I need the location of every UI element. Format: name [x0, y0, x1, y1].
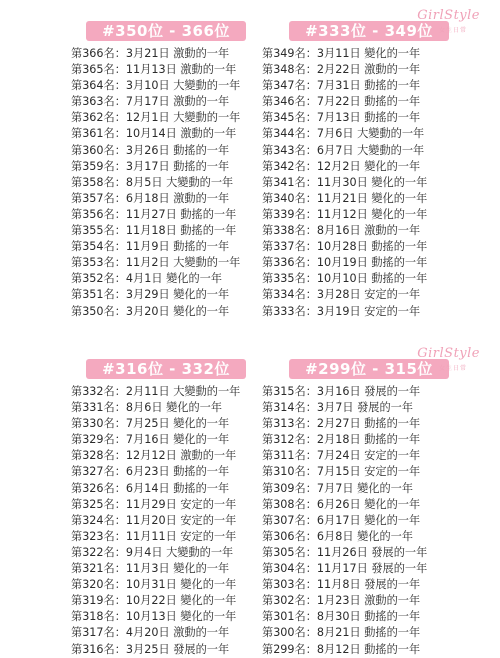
ranking-row: 第309名：7月7日 變化的一年	[262, 481, 414, 495]
ranking-row: 第307名：6月17日 變化的一年	[262, 513, 421, 527]
girlstyle-logo: GirlStyle	[417, 8, 480, 23]
ranking-row: 第335名：10月10日 動搖的一年	[262, 272, 428, 286]
ranking-row: 第352名：4月1日 變化的一年	[71, 272, 223, 286]
ranking-row: 第325名：11月29日 安定的一年	[71, 497, 237, 511]
ranking-row: 第337名：10月28日 動搖的一年	[262, 240, 428, 254]
ranking-row: 第333名：3月19日 安定的一年	[262, 304, 421, 318]
ranking-row: 第319名：10月22日 變化的一年	[71, 594, 237, 608]
ranking-row: 第315名：3月16日 發展的一年	[262, 385, 421, 398]
ranking-row: 第360名：3月26日 動搖的一年	[71, 143, 230, 157]
ranking-list-350-366	[71, 46, 240, 320]
ranking-row: 第336名：10月19日 動搖的一年	[262, 256, 428, 270]
ranking-row: 第329名：7月16日 變化的一年	[71, 433, 230, 447]
ranking-row: 第353名：11月2日 大變動的一年	[71, 256, 241, 270]
girlstyle-logo-subtitle: 女生日常	[438, 365, 467, 372]
ranking-section-top	[0, 0, 500, 320]
ranking-row: 第346名：7月22日 動搖的一年	[262, 95, 421, 109]
section-title-299-315: #299位 - 315位	[289, 359, 449, 379]
ranking-row: 第304名：11月17日 發展的一年	[262, 562, 428, 576]
ranking-section-bottom	[0, 338, 500, 654]
ranking-row: 第355名：11月18日 動搖的一年	[71, 224, 237, 238]
ranking-row: 第342名：12月2日 變化的一年	[262, 159, 421, 173]
ranking-row: 第356名：11月27日 動搖的一年	[71, 207, 237, 221]
ranking-row: 第311名：7月24日 安定的一年	[262, 449, 421, 463]
ranking-list-299-315	[262, 384, 427, 658]
ranking-row: 第362名：12月1日 大變動的一年	[71, 111, 241, 125]
ranking-row: 第340名：11月21日 變化的一年	[262, 191, 428, 205]
section-title-316-332: #316位 - 332位	[86, 359, 246, 379]
ranking-row: 第313名：2月27日 動搖的一年	[262, 417, 421, 431]
ranking-row: 第312名：2月18日 動搖的一年	[262, 433, 421, 447]
ranking-row: 第301名：8月30日 動搖的一年	[262, 610, 421, 624]
ranking-row: 第351名：3月29日 變化的一年	[71, 288, 230, 302]
section-title-350-366: #350位 - 366位	[86, 21, 246, 41]
ranking-row: 第305名：11月26日 發展的一年	[262, 545, 428, 559]
ranking-row: 第317名：4月20日 激動的一年	[71, 626, 230, 640]
ranking-row: 第300名：8月21日 動搖的一年	[262, 626, 421, 640]
ranking-row: 第328名：12月12日 激動的一年	[71, 449, 237, 463]
ranking-row: 第322名：9月4日 大變動的一年	[71, 545, 234, 559]
ranking-row: 第303名：11月8日 發展的一年	[262, 578, 421, 592]
ranking-row: 第349名：3月11日 變化的一年	[262, 47, 421, 60]
ranking-row: 第334名：3月28日 安定的一年	[262, 288, 421, 302]
ranking-row: 第331名：8月6日 變化的一年	[71, 401, 223, 415]
ranking-row: 第341名：11月30日 變化的一年	[262, 175, 428, 189]
ranking-row: 第343名：6月7日 大變動的一年	[262, 143, 425, 157]
ranking-row: 第344名：7月6日 大變動的一年	[262, 127, 425, 141]
ranking-row: 第365名：11月13日 激動的一年	[71, 63, 237, 77]
ranking-row: 第359名：3月17日 動搖的一年	[71, 159, 230, 173]
ranking-row: 第314名：3月7日 發展的一年	[262, 401, 414, 415]
ranking-row: 第354名：11月9日 動搖的一年	[71, 240, 230, 254]
ranking-row: 第345名：7月13日 動搖的一年	[262, 111, 421, 125]
girlstyle-logo-subtitle: 女生日常	[438, 27, 467, 34]
ranking-row: 第306名：6月8日 變化的一年	[262, 529, 414, 543]
ranking-row: 第358名：8月5日 大變動的一年	[71, 175, 234, 189]
ranking-row: 第299名：8月12日 動搖的一年	[262, 642, 421, 656]
ranking-row: 第327名：6月23日 動搖的一年	[71, 465, 230, 479]
ranking-list-333-349	[262, 46, 427, 320]
ranking-row: 第361名：10月14日 激動的一年	[71, 127, 237, 141]
ranking-row: 第350名：3月20日 變化的一年	[71, 304, 230, 318]
ranking-row: 第318名：10月13日 變化的一年	[71, 610, 237, 624]
ranking-row: 第330名：7月25日 變化的一年	[71, 417, 230, 431]
ranking-row: 第323名：11月11日 安定的一年	[71, 529, 237, 543]
ranking-row: 第302名：1月23日 激動的一年	[262, 594, 421, 608]
ranking-row: 第321名：11月3日 變化的一年	[71, 562, 230, 576]
ranking-row: 第348名：2月22日 激動的一年	[262, 63, 421, 77]
ranking-row: 第363名：7月17日 激動的一年	[71, 95, 230, 109]
ranking-row: 第338名：8月16日 激動的一年	[262, 224, 421, 238]
ranking-row: 第326名：6月14日 動搖的一年	[71, 481, 230, 495]
ranking-row: 第310名：7月15日 安定的一年	[262, 465, 421, 479]
ranking-row: 第316名：3月25日 發展的一年	[71, 642, 230, 656]
ranking-row: 第324名：11月20日 安定的一年	[71, 513, 237, 527]
ranking-list-316-332	[71, 384, 240, 658]
ranking-row: 第332名：2月11日 大變動的一年	[71, 385, 241, 398]
ranking-row: 第357名：6月18日 激動的一年	[71, 191, 230, 205]
ranking-row: 第364名：3月10日 大變動的一年	[71, 79, 241, 93]
girlstyle-logo: GirlStyle	[417, 346, 480, 361]
ranking-row: 第339名：11月12日 變化的一年	[262, 207, 428, 221]
ranking-row: 第366名：3月21日 激動的一年	[71, 47, 230, 60]
ranking-row: 第320名：10月31日 變化的一年	[71, 578, 237, 592]
section-title-333-349: #333位 - 349位	[289, 21, 449, 41]
ranking-row: 第308名：6月26日 變化的一年	[262, 497, 421, 511]
ranking-row: 第347名：7月31日 動搖的一年	[262, 79, 421, 93]
